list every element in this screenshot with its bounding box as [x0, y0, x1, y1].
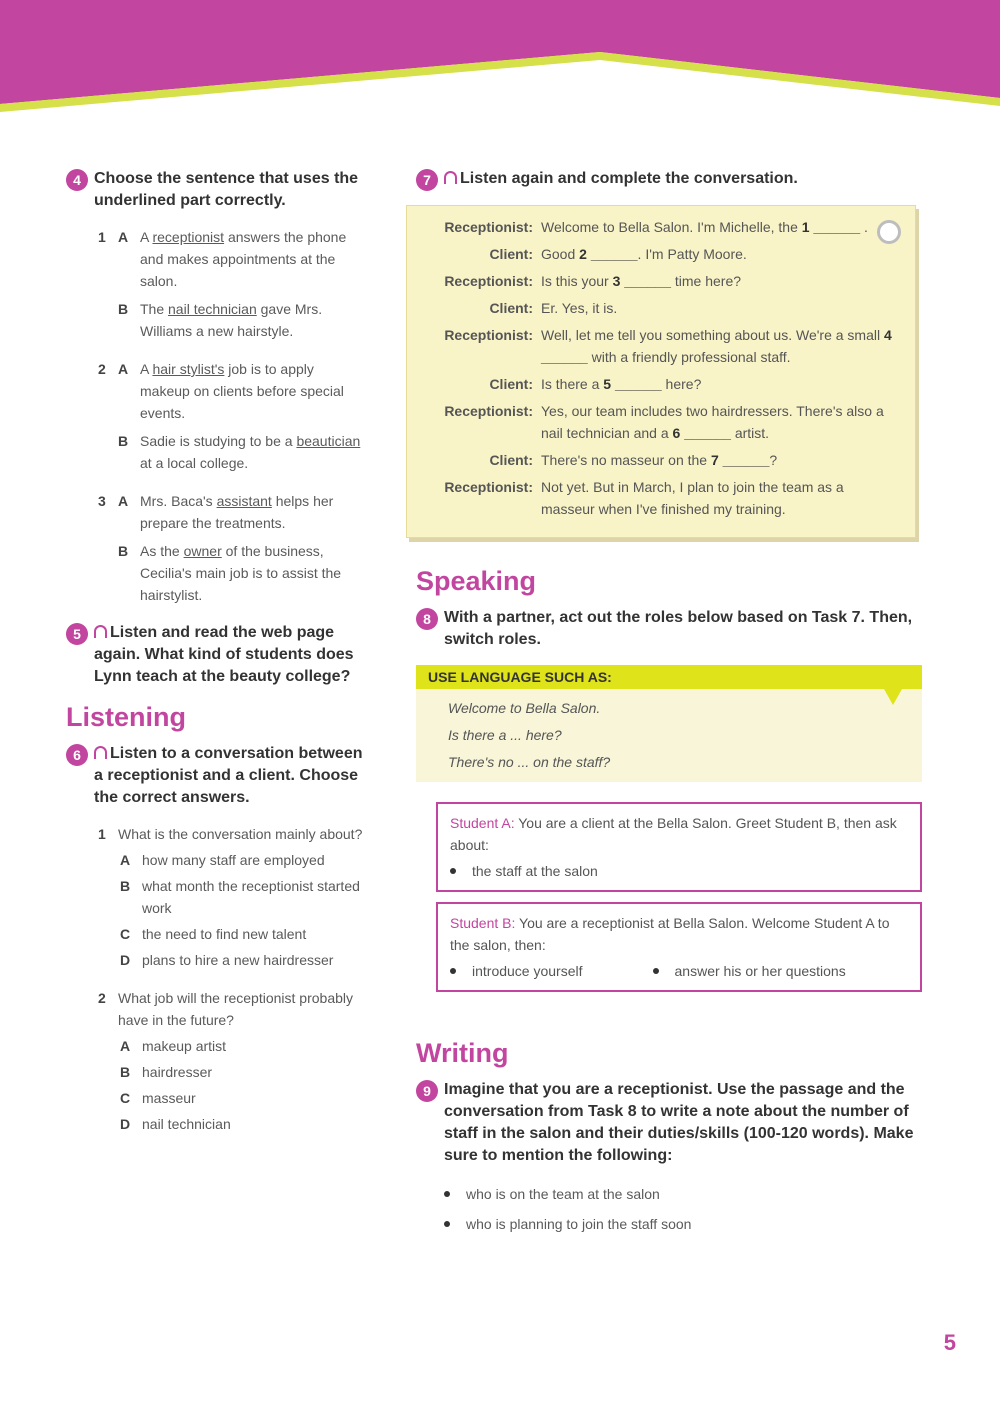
question-item: [98, 987, 366, 1031]
option-text-post: gave Mrs. Williams a new hairstyle.: [140, 301, 323, 339]
line-segment: with a friendly professional staff.: [587, 349, 791, 365]
line-text: [541, 297, 901, 319]
task-number: 6: [66, 744, 88, 766]
task-number: 7: [416, 169, 438, 191]
line-text: [541, 324, 901, 368]
task-prompt: Listen to a conversation between a receptionist and a client. Choose the correct answers.: [94, 745, 363, 806]
option-text-post: job is to apply makeup on clients before special events.: [140, 361, 344, 421]
task-prompt: Listen and read the web page again. What kind of students does Lynn teach at the beauty college?: [94, 624, 354, 685]
conversation-line: [415, 270, 901, 292]
task-8: [416, 607, 926, 651]
task-prompt: Imagine that you are a receptionist. Use the passage and the conversation from Task 8 to write a note about the number of staff in the salon and their duties/skills (100-120 words). Make sure to mention the following:: [444, 1081, 914, 1164]
paper-clip-icon: [877, 220, 901, 244]
answer-option: [120, 949, 366, 971]
page-number: 5: [943, 1330, 956, 1355]
answer-option: [120, 849, 366, 871]
role-card-student-a: [436, 802, 922, 892]
option-text-pre: The: [140, 301, 169, 317]
writing-bullet: [444, 1181, 926, 1207]
bullet-text: the staff at the salon: [472, 863, 598, 879]
underlined-word: owner: [183, 543, 222, 559]
answer-option: [120, 1061, 366, 1083]
task-prompt: Choose the sentence that uses the underlined part correctly.: [94, 170, 359, 209]
bullet-text: who is on the team at the salon: [466, 1186, 660, 1202]
headphones-icon: [444, 171, 457, 184]
speaker-label: Receptionist:: [444, 219, 533, 235]
speaker-label: Receptionist:: [444, 273, 533, 289]
underlined-word: receptionist: [152, 229, 225, 245]
question-item: [98, 226, 366, 348]
phrase: Welcome to Bella Salon.: [448, 700, 601, 716]
line-text: [541, 216, 901, 238]
task-number: 4: [66, 169, 88, 191]
question-item: [98, 823, 366, 845]
speaker-label: Client:: [489, 376, 533, 392]
bullet-icon: [444, 1191, 450, 1197]
question-number: 2: [98, 990, 106, 1006]
speaker-label: Receptionist:: [444, 327, 533, 343]
task-6-questions: [66, 823, 366, 1151]
speech-pointer-icon: [884, 689, 902, 705]
answer-option: [120, 1035, 366, 1057]
option-letter: B: [118, 543, 129, 559]
answer-option: [120, 1113, 366, 1135]
question-number: 1: [98, 826, 106, 842]
line-segment: Welcome to Bella Salon. I'm Michelle, the: [541, 219, 802, 235]
line-segment: ?: [769, 452, 778, 468]
option-letter: B: [118, 433, 129, 449]
line-text: [541, 373, 901, 395]
headphones-icon: [94, 746, 107, 759]
options: [118, 358, 366, 480]
option-letter: B: [118, 301, 129, 317]
gap-blank[interactable]: 5 ______: [603, 376, 662, 392]
line-segment: here?: [661, 376, 702, 392]
task-6: [66, 743, 366, 809]
option-text: [140, 298, 366, 342]
line-text: [541, 243, 901, 265]
options: [118, 490, 366, 612]
task-number: 9: [416, 1080, 438, 1102]
speaker-label: Receptionist:: [444, 479, 533, 495]
option-letter: D: [120, 1116, 131, 1132]
conversation-line: [415, 400, 901, 444]
right-column: [416, 168, 926, 1237]
option-text-pre: A: [140, 229, 153, 245]
conversation-line: [415, 297, 901, 319]
question-number: 1: [98, 229, 106, 245]
bullet-text: who is planning to join the staff soon: [466, 1216, 692, 1232]
headphones-icon: [94, 625, 107, 638]
gap-blank[interactable]: 6 ______: [672, 425, 731, 441]
underlined-word: hair stylist's: [152, 361, 225, 377]
option-text-pre: Sadie is studying to be a: [140, 433, 297, 449]
task-prompt: Listen again and complete the conversation.: [460, 170, 798, 187]
option-text: what month the receptionist started work: [142, 878, 360, 916]
task-prompt: With a partner, act out the roles below based on Task 7. Then, switch roles.: [444, 609, 913, 648]
role-bullet: [450, 960, 583, 982]
line-segment: . I'm Patty Moore.: [637, 246, 747, 262]
task-9: [416, 1079, 926, 1167]
answer-option: [120, 923, 366, 945]
role-text: You are a receptionist at Bella Salon. Welcome Student A to the salon, then:: [450, 915, 890, 953]
option-text-post: answers the phone and makes appointments at the salon.: [140, 229, 347, 289]
task-number: 5: [66, 623, 88, 645]
conversation: [415, 216, 901, 520]
line-segment: There's no masseur on the: [541, 452, 711, 468]
speaker-label: Client:: [489, 300, 533, 316]
task-4: [66, 168, 366, 212]
question-number: 3: [98, 493, 106, 509]
option-letter: A: [120, 852, 131, 868]
bullet-icon: [444, 1221, 450, 1227]
option-text: the need to find new talent: [142, 926, 307, 942]
gap-blank[interactable]: 1 ______: [801, 219, 861, 235]
speaker-label: Client:: [489, 452, 533, 468]
option-text: nail technician: [142, 1116, 231, 1132]
line-text: [541, 270, 901, 292]
option-letter: A: [118, 361, 129, 377]
answer-option: [120, 1087, 366, 1109]
role-bullet: [653, 960, 846, 982]
option: [118, 226, 366, 292]
bullet-icon: [450, 968, 456, 974]
option: [118, 358, 366, 424]
gap-blank[interactable]: 7 ______: [710, 452, 770, 468]
option-letter: D: [120, 952, 131, 968]
option-letter: A: [118, 493, 129, 509]
task-5: [66, 622, 366, 688]
option-text: [140, 430, 366, 474]
option-text-post: of the business, Cecilia's main job is to assist the hairstylist.: [140, 543, 342, 603]
option-letter: C: [120, 1090, 131, 1106]
question-number: 2: [98, 361, 106, 377]
option-text: [140, 540, 366, 606]
underlined-word: nail technician: [168, 301, 257, 317]
task-4-items: [66, 226, 366, 612]
use-language-title-text: USE LANGUAGE SUCH AS:: [428, 669, 612, 685]
answer-option: [120, 875, 366, 919]
line-segment: artist.: [730, 425, 770, 441]
underlined-word: assistant: [216, 493, 272, 509]
role-label: Student A:: [450, 815, 515, 831]
section-heading-speaking: Speaking: [416, 566, 537, 596]
option-text-pre: As the: [140, 543, 184, 559]
option-letter: B: [120, 1064, 131, 1080]
option-text: makeup artist: [142, 1038, 227, 1054]
speaker-label: Receptionist:: [444, 403, 533, 419]
option-text: masseur: [142, 1090, 196, 1106]
task-number: 8: [416, 608, 438, 630]
phrase: There's no ... on the staff?: [448, 754, 611, 770]
line-segment: Good: [541, 246, 580, 262]
bullet-text: introduce yourself: [472, 963, 583, 979]
bullet-icon: [653, 968, 659, 974]
option-text-pre: Mrs. Baca's: [140, 493, 217, 509]
conversation-line: [415, 216, 901, 238]
option-text: [140, 490, 366, 534]
line-segment: Yes, our team includes two hairdressers. There's also a nail technician and a: [541, 403, 884, 441]
line-segment: Not yet. But in March, I plan to join the team as a masseur when I've finished my training.: [541, 479, 844, 517]
task-7: [416, 168, 926, 191]
question-item: [98, 358, 366, 480]
role-card-student-b: [436, 902, 922, 992]
question-item: [98, 490, 366, 612]
line-segment: Is this your: [541, 273, 613, 289]
option-text: plans to hire a new hairdresser: [142, 952, 334, 968]
role-text: You are a client at the Bella Salon. Greet Student B, then ask about:: [450, 815, 897, 853]
role-label: Student B:: [450, 915, 516, 931]
conversation-line: [415, 373, 901, 395]
left-column: [66, 168, 366, 1151]
conversation-line: [415, 449, 901, 471]
gap-blank[interactable]: 2 ______: [579, 246, 638, 262]
phrase: Is there a ... here?: [448, 727, 562, 743]
option-letter: C: [120, 926, 131, 942]
option-text-post: helps her prepare the treatments.: [140, 493, 334, 531]
section-heading-listening: Listening: [66, 702, 186, 732]
option: [118, 490, 366, 534]
conversation-line: [415, 476, 901, 520]
section-heading-writing: Writing: [416, 1038, 509, 1068]
use-language-box: [416, 665, 922, 782]
question-text: What is the conversation mainly about?: [118, 826, 363, 842]
line-segment: .: [860, 219, 868, 235]
question-text: What job will the receptionist probably have in the future?: [118, 990, 354, 1028]
line-segment: Er. Yes, it is.: [541, 300, 618, 316]
line-segment: Well, let me tell you something about us. We're a small: [541, 327, 884, 343]
conversation-note: [406, 205, 916, 538]
header-banner: [0, 0, 1000, 130]
option: [118, 430, 366, 474]
option-text: [140, 226, 366, 292]
bullet-text: answer his or her questions: [674, 963, 846, 979]
option-text: hairdresser: [142, 1064, 213, 1080]
option-text: how many staff are employed: [142, 852, 325, 868]
option-letter: B: [120, 878, 131, 894]
option-text-pre: A: [140, 361, 153, 377]
option: [118, 298, 366, 342]
option-text-post: at a local college.: [140, 455, 249, 471]
speaker-label: Client:: [489, 246, 533, 262]
bullet-icon: [450, 868, 456, 874]
use-language-title: [416, 665, 922, 689]
line-segment: Is there a: [541, 376, 604, 392]
option-letter: A: [118, 229, 129, 245]
writing-bullet: [444, 1211, 926, 1237]
gap-blank[interactable]: 3 ______: [612, 273, 671, 289]
gap-blank[interactable]: 4 ______: [541, 327, 892, 365]
line-text: [541, 476, 901, 520]
line-text: [541, 400, 901, 444]
option: [118, 540, 366, 606]
conversation-line: [415, 243, 901, 265]
line-segment: time here?: [671, 273, 742, 289]
conversation-line: [415, 324, 901, 368]
underlined-word: beautician: [296, 433, 361, 449]
option-text: [140, 358, 366, 424]
option-letter: A: [120, 1038, 131, 1054]
line-text: [541, 449, 901, 471]
options: [118, 226, 366, 348]
role-bullet: [450, 860, 908, 882]
